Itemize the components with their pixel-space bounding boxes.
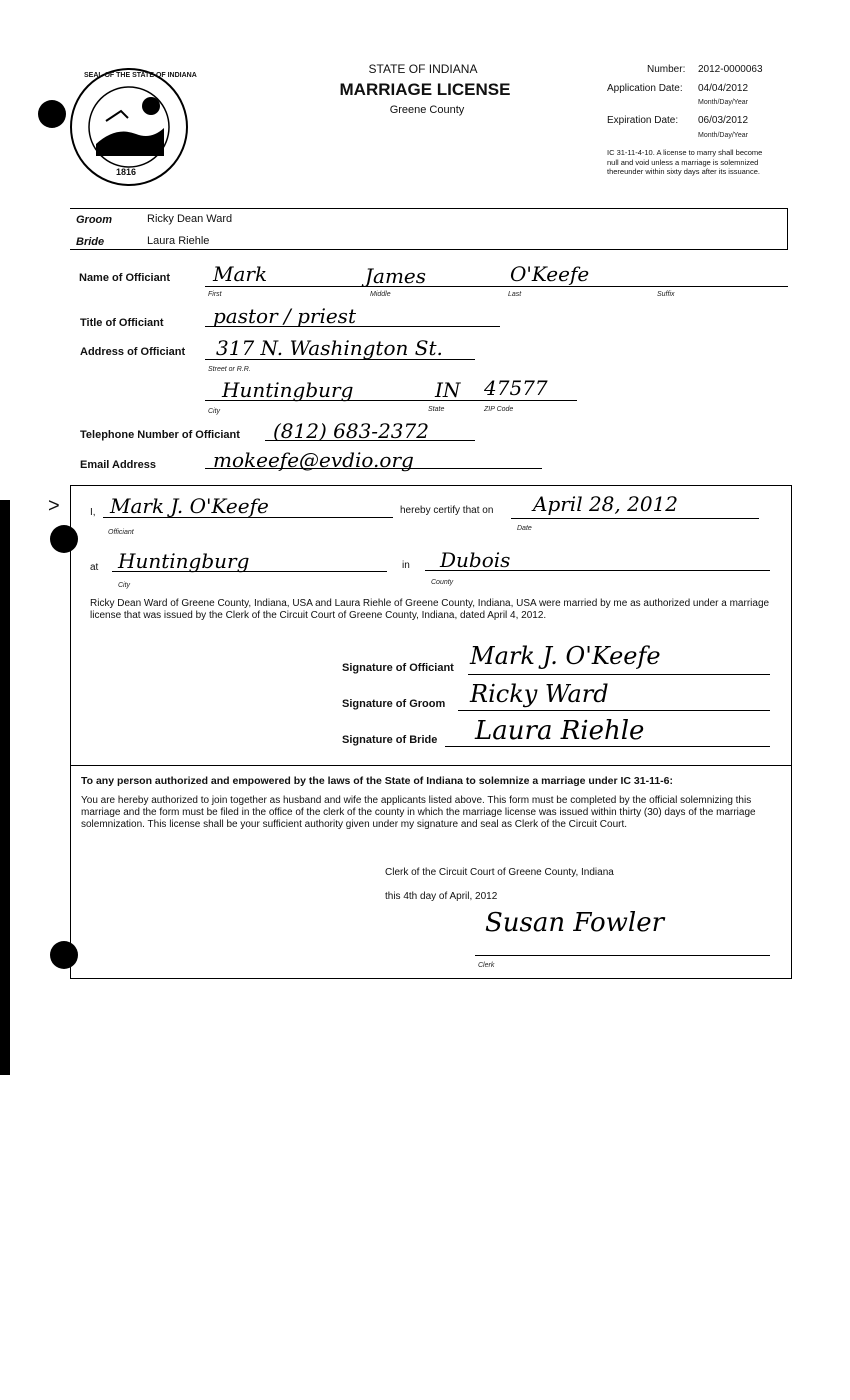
city-caption: City <box>208 408 221 415</box>
street-line <box>205 359 475 360</box>
date-caption: Date <box>517 525 532 532</box>
authority-body: You are hereby authorized to join together as husband and wife the applicants listed above. This form must be completed by the official solemnizing this marriage and the form must be filed in the office of the clerk of the county in which the marriage license was issued within thirty (30) days of the marriage solemnization. This license shall be your sufficient authority given under my signature and seal as Clerk of the Circuit Court. <box>81 795 756 830</box>
officiant-signature-line <box>468 674 770 675</box>
officiant-zip-value: 47577 <box>484 376 548 400</box>
certify-officiant-line <box>103 517 393 518</box>
officiant-last-name: O'Keefe <box>510 262 590 286</box>
phone-line <box>265 440 475 441</box>
certify-city-line <box>112 571 387 572</box>
number-value: 2012-0000063 <box>698 64 763 75</box>
officiant-phone-value: (812) 683-2372 <box>273 419 429 443</box>
officiant-signature-label: Signature of Officiant <box>342 662 454 674</box>
certify-city-value: Huntingburg <box>118 549 250 573</box>
bride-signature-line <box>445 746 770 747</box>
expiration-date-value: 06/03/2012 <box>698 115 749 126</box>
email-label: Email Address <box>80 459 157 471</box>
in-label: in <box>402 560 410 571</box>
clerk-signature: Susan Fowler <box>485 908 665 938</box>
name-line <box>205 286 788 287</box>
bride-name: Laura Riehle <box>147 235 210 247</box>
application-date-label: Application Date: <box>607 83 683 94</box>
seal-year: 1816 <box>116 167 137 177</box>
margin-mark: > <box>48 495 60 517</box>
date-format-hint: Month/Day/Year <box>698 99 748 106</box>
certify-officiant-value: Mark J. O'Keefe <box>110 494 269 518</box>
certify-date-line <box>511 518 759 519</box>
bride-signature: Laura Riehle <box>475 716 645 746</box>
officiant-address-label: Address of Officiant <box>80 346 186 358</box>
zip-caption: ZIP Code <box>484 406 514 413</box>
clerk-court-line: Clerk of the Circuit Court of Greene County, Indiana <box>385 867 614 878</box>
groom-signature: Ricky Ward <box>470 680 609 708</box>
officiant-title-value: pastor / priest <box>213 304 356 328</box>
state-heading: STATE OF INDIANA <box>368 62 478 76</box>
county-caption: County <box>431 579 454 586</box>
groom-signature-label: Signature of Groom <box>342 698 446 710</box>
officiant-phone-label: Telephone Number of Officiant <box>80 429 240 441</box>
suffix-caption: Suffix <box>657 291 675 298</box>
street-caption: Street or R.R. <box>208 366 251 373</box>
bride-signature-label: Signature of Bride <box>342 734 438 746</box>
authority-heading: To any person authorized and empowered by the laws of the State of Indiana to solemnize a marriage under IC 31-11-6: <box>81 775 674 787</box>
hereby-text: hereby certify that on <box>400 505 494 516</box>
first-caption: First <box>208 291 222 298</box>
scan-edge <box>0 500 10 1075</box>
application-date-value: 04/04/2012 <box>698 83 749 94</box>
groom-signature-line <box>458 710 770 711</box>
certify-date-value: April 28, 2012 <box>533 492 679 516</box>
authority-divider <box>70 765 791 766</box>
at-label: at <box>90 562 99 573</box>
officiant-state-value: IN <box>435 378 461 402</box>
i-label: I, <box>90 507 96 518</box>
groom-label: Groom <box>76 214 113 226</box>
city-line <box>205 400 577 401</box>
clerk-caption: Clerk <box>478 962 495 969</box>
officiant-middle-name: James <box>365 264 427 288</box>
marriage-statement: Ricky Dean Ward of Greene County, Indiana, USA and Laura Riehle of Greene County, Indiana, USA were married by me as authorized under a marriage license that was issued by the Clerk of the Circuit Court of Greene County, Indiana, dated April 4, 2012. <box>90 598 770 621</box>
date-format-hint-2: Month/Day/Year <box>698 132 748 139</box>
officiant-city-value: Huntingburg <box>222 378 354 402</box>
certify-county-line <box>425 570 770 571</box>
officiant-name-label: Name of Officiant <box>79 272 171 284</box>
city-caption-2: City <box>118 582 131 589</box>
number-label: Number: <box>647 64 686 75</box>
officiant-first-name: Mark <box>213 262 268 286</box>
email-line <box>205 468 542 469</box>
bride-label: Bride <box>76 236 105 248</box>
expiration-date-label: Expiration Date: <box>607 115 679 126</box>
title-line <box>205 326 500 327</box>
county-heading: Greene County <box>389 104 465 116</box>
officiant-street-value: 317 N. Washington St. <box>216 336 443 360</box>
clerk-signature-line <box>475 955 770 956</box>
groom-name: Ricky Dean Ward <box>147 213 233 225</box>
officiant-caption: Officiant <box>108 529 134 536</box>
seal-caption: SEAL OF THE STATE OF INDIANA <box>84 72 197 79</box>
state-caption: State <box>428 406 445 413</box>
statute-note: IC 31-11-4-10. A license to marry shall become null and void unless a marriage is solemnized thereunder within sixty days after its issuance. <box>607 148 763 176</box>
last-caption: Last <box>508 291 522 298</box>
bottom-border <box>70 978 791 979</box>
middle-caption: Middle <box>370 291 391 298</box>
certify-county-value: Dubois <box>440 548 511 572</box>
officiant-signature: Mark J. O'Keefe <box>470 642 661 670</box>
document-title: MARRIAGE LICENSE <box>339 80 511 99</box>
officiant-title-label: Title of Officiant <box>80 317 164 329</box>
issue-day-line: this 4th day of April, 2012 <box>385 891 498 902</box>
email-value: mokeefe@evdio.org <box>213 448 414 472</box>
